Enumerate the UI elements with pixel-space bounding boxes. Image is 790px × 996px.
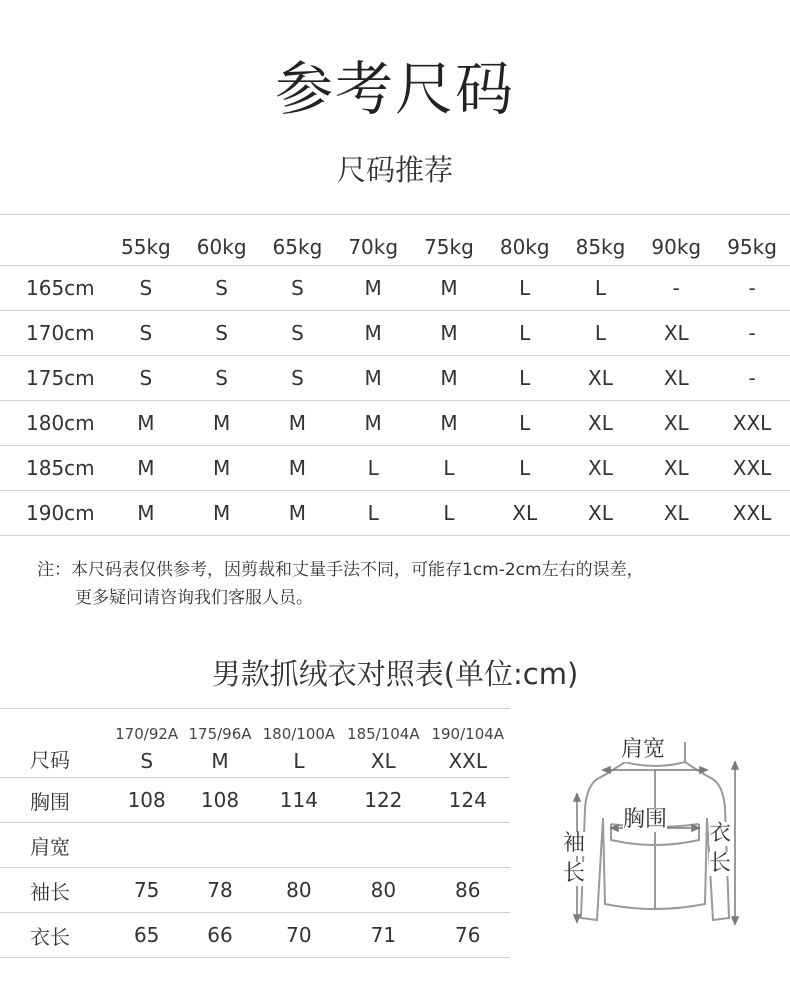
size-code: 175/96A: [188, 725, 252, 743]
size-cell: M: [184, 491, 260, 536]
sleeve-label-bottom: 长: [563, 861, 586, 886]
size-code: 180/100A: [262, 725, 336, 743]
size-cell: M: [411, 356, 487, 401]
height-cell: 170cm: [0, 311, 108, 356]
height-cell: 180cm: [0, 401, 108, 446]
size-header: [341, 709, 425, 778]
size-cell: S: [260, 311, 336, 356]
size-label: 尺码: [0, 709, 110, 778]
measure-cell: [183, 823, 256, 868]
size-cell: XL: [487, 491, 563, 536]
size-cell: L: [487, 266, 563, 311]
height-cell: 190cm: [0, 491, 108, 536]
size-cell: M: [184, 401, 260, 446]
size-cell: M: [335, 266, 411, 311]
measure-cell: 70: [257, 913, 341, 958]
garment-measure-diagram: [555, 728, 755, 938]
measure-label: 衣长: [0, 913, 110, 958]
size-name: L: [293, 749, 305, 773]
measure-label: 袖长: [0, 868, 110, 913]
weight-header: 85kg: [563, 215, 639, 266]
measure-cell: 122: [341, 778, 425, 823]
measure-cell: 114: [257, 778, 341, 823]
measure-cell: 108: [183, 778, 256, 823]
size-cell: -: [638, 266, 714, 311]
weight-header: 80kg: [487, 215, 563, 266]
measure-cell: [341, 823, 425, 868]
size-cell: XL: [563, 446, 639, 491]
size-cell: M: [335, 311, 411, 356]
measure-cell: 86: [426, 868, 510, 913]
weight-header: 95kg: [714, 215, 790, 266]
size-recommend-table: [0, 214, 790, 536]
weight-header-row: [0, 215, 790, 266]
note-line-1: 注：本尺码表仅供参考，因剪裁和丈量手法不同，可能存1cm-2cm左右的误差，: [37, 560, 644, 580]
size-cell: M: [108, 401, 184, 446]
recommend-heading: 尺码推荐: [336, 153, 453, 187]
size-cell: XL: [638, 401, 714, 446]
table-row: [0, 778, 510, 823]
weight-header: 55kg: [108, 215, 184, 266]
size-cell: M: [411, 266, 487, 311]
size-cell: XL: [563, 491, 639, 536]
size-cell: L: [335, 446, 411, 491]
size-header: [257, 709, 341, 778]
weight-header: 90kg: [638, 215, 714, 266]
size-cell: -: [714, 266, 790, 311]
measure-cell: [257, 823, 341, 868]
size-cell: XL: [563, 356, 639, 401]
size-cell: XL: [638, 491, 714, 536]
table-row: [0, 266, 790, 311]
weight-header: 70kg: [335, 215, 411, 266]
size-cell: XXL: [714, 491, 790, 536]
height-cell: 165cm: [0, 266, 108, 311]
size-cell: L: [487, 356, 563, 401]
size-cell: S: [108, 311, 184, 356]
size-cell: M: [335, 356, 411, 401]
measure-cell: 78: [183, 868, 256, 913]
weight-header: 75kg: [411, 215, 487, 266]
size-code: 170/92A: [115, 725, 179, 743]
size-header: [426, 709, 510, 778]
measure-cell: 124: [426, 778, 510, 823]
size-cell: L: [411, 446, 487, 491]
table-row: [0, 311, 790, 356]
size-cell: S: [184, 311, 260, 356]
height-cell: 185cm: [0, 446, 108, 491]
size-cell: M: [260, 401, 336, 446]
table-row: [0, 823, 510, 868]
table-row: [0, 913, 510, 958]
measure-cell: 76: [426, 913, 510, 958]
length-label-bottom: 长: [709, 851, 732, 876]
size-cell: -: [714, 311, 790, 356]
measure-cell: 66: [183, 913, 256, 958]
sleeve-label-top: 袖: [563, 831, 586, 856]
comparison-heading: 男款抓绒衣对照表(单位:cm): [211, 657, 579, 691]
size-cell: S: [108, 266, 184, 311]
weight-header: 65kg: [260, 215, 336, 266]
table-row: [0, 401, 790, 446]
size-note: [37, 556, 644, 612]
size-cell: M: [411, 311, 487, 356]
measure-cell: 108: [110, 778, 183, 823]
size-header: [183, 709, 256, 778]
measure-cell: 65: [110, 913, 183, 958]
size-cell: XL: [638, 446, 714, 491]
table-row: [0, 491, 790, 536]
size-cell: S: [260, 356, 336, 401]
measure-cell: 80: [257, 868, 341, 913]
size-cell: L: [411, 491, 487, 536]
size-name: XL: [370, 749, 396, 773]
weight-header: 60kg: [184, 215, 260, 266]
size-cell: -: [714, 356, 790, 401]
size-header: [110, 709, 183, 778]
table-row: [0, 868, 510, 913]
table-row: [0, 446, 790, 491]
chest-label: 胸围: [623, 807, 668, 832]
corner-cell: [0, 215, 108, 266]
table-row: [0, 356, 790, 401]
measure-cell: [426, 823, 510, 868]
size-code: 190/104A: [431, 725, 505, 743]
size-name: XXL: [448, 749, 488, 773]
measure-cell: [110, 823, 183, 868]
shoulder-label: 肩宽: [621, 737, 666, 762]
size-cell: L: [487, 401, 563, 446]
size-cell: XL: [638, 356, 714, 401]
size-code: 185/104A: [347, 725, 420, 743]
size-cell: L: [563, 266, 639, 311]
size-comparison-table: [0, 708, 510, 958]
size-cell: XL: [563, 401, 639, 446]
size-cell: M: [184, 446, 260, 491]
size-cell: L: [487, 446, 563, 491]
size-cell: S: [184, 356, 260, 401]
size-cell: L: [335, 491, 411, 536]
size-header-row: [0, 709, 510, 778]
page-title: 参考尺码: [274, 55, 515, 123]
size-cell: S: [184, 266, 260, 311]
size-cell: M: [108, 446, 184, 491]
size-cell: M: [108, 491, 184, 536]
length-label-top: 衣: [709, 821, 732, 846]
size-cell: XXL: [714, 446, 790, 491]
measure-cell: 80: [341, 868, 425, 913]
measure-cell: 75: [110, 868, 183, 913]
size-cell: S: [260, 266, 336, 311]
height-cell: 175cm: [0, 356, 108, 401]
size-name: M: [211, 749, 229, 773]
size-cell: L: [563, 311, 639, 356]
size-cell: M: [260, 491, 336, 536]
measure-cell: 71: [341, 913, 425, 958]
size-cell: L: [487, 311, 563, 356]
size-cell: S: [108, 356, 184, 401]
measure-label: 肩宽: [0, 823, 110, 868]
size-cell: M: [411, 401, 487, 446]
size-cell: M: [335, 401, 411, 446]
measure-label: 胸围: [0, 778, 110, 823]
size-cell: M: [260, 446, 336, 491]
note-line-2: 更多疑问请咨询我们客服人员。: [75, 588, 313, 608]
size-cell: XL: [638, 311, 714, 356]
size-name: S: [140, 749, 154, 773]
size-cell: XXL: [714, 401, 790, 446]
